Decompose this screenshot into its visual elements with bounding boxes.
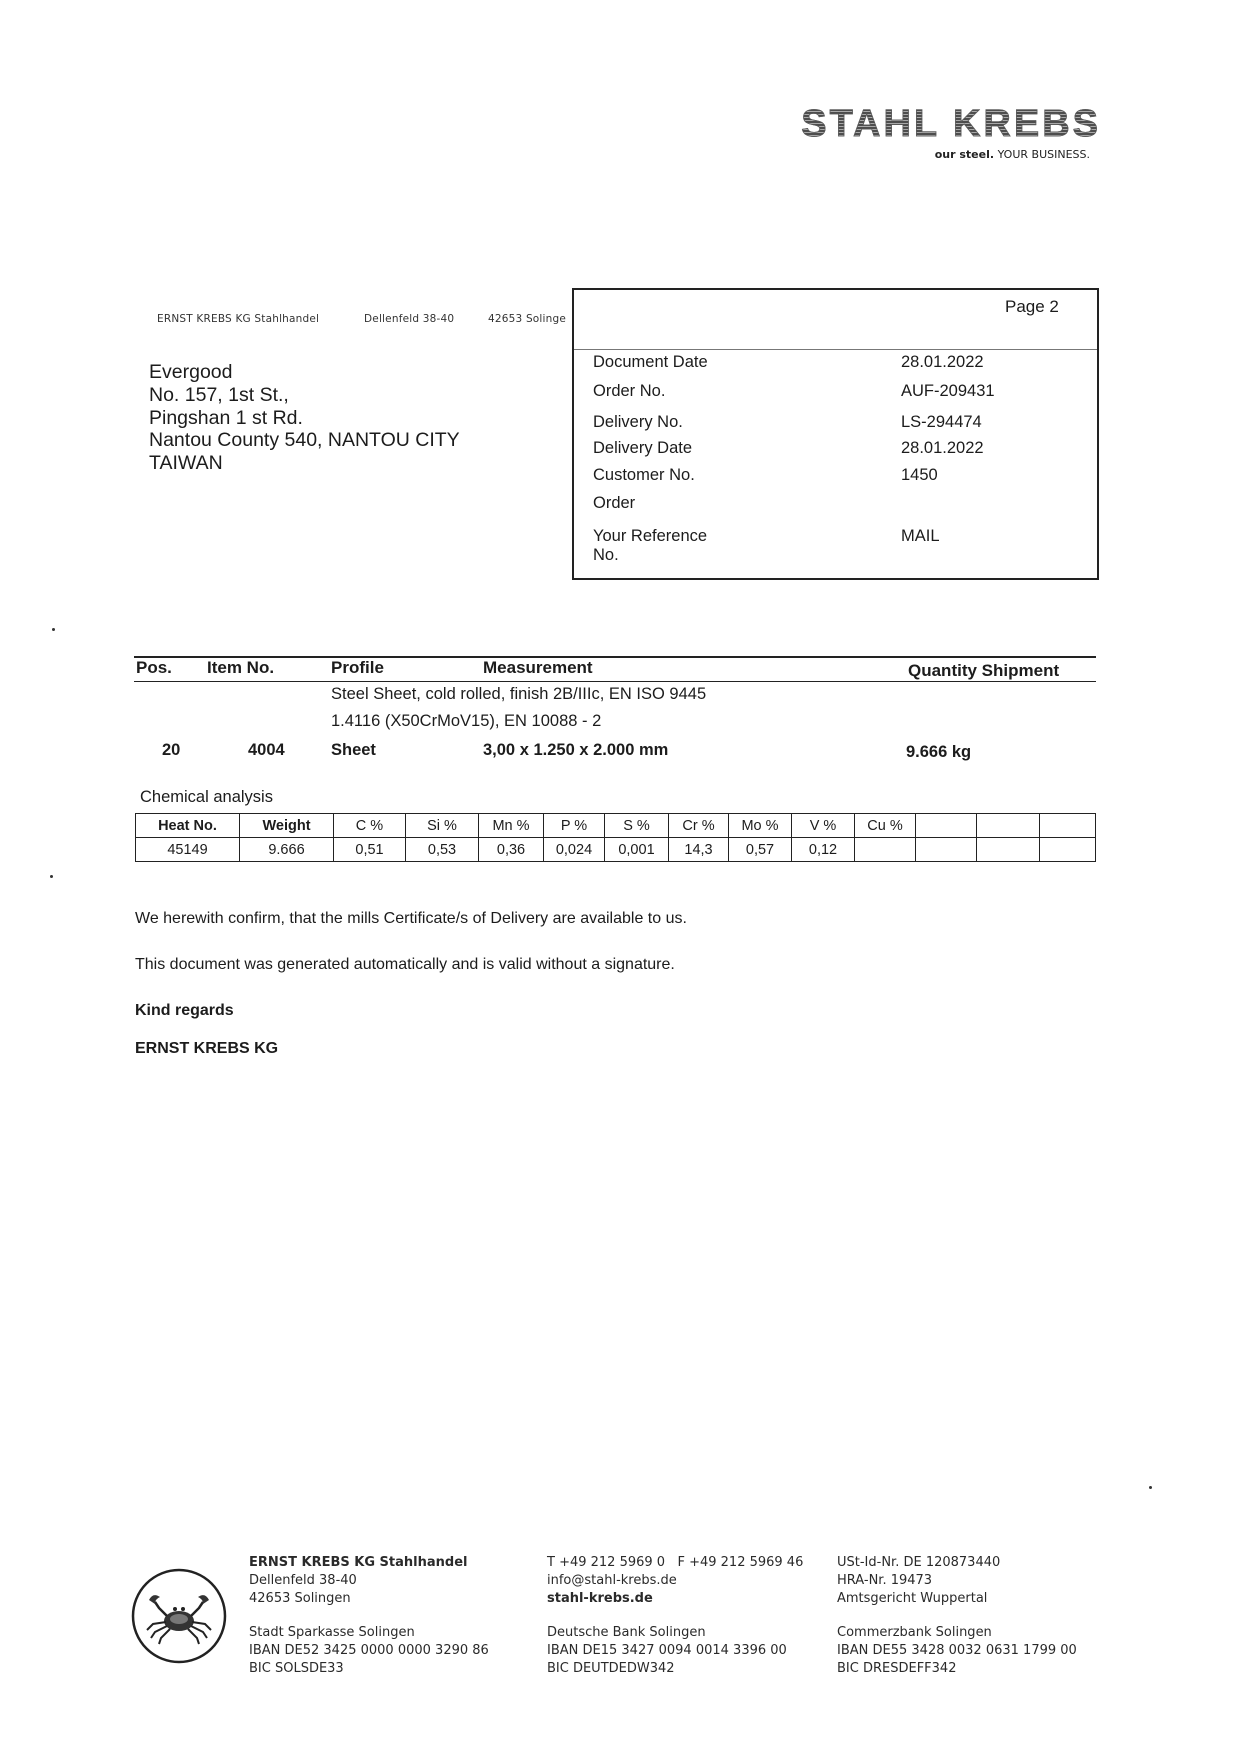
footer-bank-name: Stadt Sparkasse Solingen [249,1625,415,1640]
chem-header-cell: Weight [240,814,334,838]
document-info-box [572,288,1099,580]
footer-company-name: ERNST KREBS KG Stahlhandel [249,1555,468,1570]
chemical-analysis-title: Chemical analysis [140,788,273,806]
info-label-order-no: Order No. [593,382,666,400]
footer-bic: BIC DEUTDEDW342 [547,1661,675,1676]
info-value-delivery-no: LS-294474 [901,413,982,431]
info-value-delivery-date: 28.01.2022 [901,439,984,457]
chem-header-cell: Cu % [855,814,916,838]
info-box-divider [574,349,1097,350]
chem-header-cell [977,814,1040,838]
recipient-line: Evergood [149,361,233,383]
recipient-line: Nantou County 540, NANTOU CITY [149,429,460,452]
recipient-address [149,361,549,475]
items-header-quantity: Quantity Shipment [908,661,1060,680]
closing-text: Kind regards [135,1002,234,1019]
footer-city: 42653 Solingen [249,1591,351,1606]
info-label-your-reference: Your Reference No. [593,527,708,564]
chem-header-cell: Heat No. [136,814,240,838]
footer-column-company [249,1554,489,1678]
chem-header-cell [1040,814,1096,838]
footer-iban: IBAN DE55 3428 0032 0631 1799 00 [837,1643,1077,1658]
footer-bank-name: Commerzbank Solingen [837,1625,992,1640]
chem-cell: 14,3 [669,838,729,862]
sender-street: Dellenfeld 38-40 [364,313,455,325]
chem-header-cell: P % [544,814,605,838]
chem-header-cell: Cr % [669,814,729,838]
info-label-delivery-no: Delivery No. [593,413,683,431]
chem-cell [855,838,916,862]
item-profile: Sheet [331,741,376,759]
info-label-delivery-date: Delivery Date [593,439,693,457]
items-table-header-rule [134,681,1096,682]
signature-text: ERNST KREBS KG [135,1040,279,1057]
page-number: Page 2 [1005,297,1059,316]
chem-cell [977,838,1040,862]
chem-cell: 0,36 [479,838,544,862]
sender-company: ERNST KREBS KG Stahlhandel [157,313,320,325]
chem-cell: 0,53 [406,838,479,862]
info-label-customer-no: Customer No. [593,466,695,484]
chem-header-cell: Mo % [729,814,792,838]
item-pos: 20 [162,741,181,759]
crab-logo-icon [129,1566,229,1666]
chem-header-row [136,814,1096,838]
footer-website: stahl-krebs.de [547,1591,653,1606]
item-number: 4004 [248,741,285,759]
sender-city: 42653 Solinge [488,313,567,325]
recipient-line: Pingshan 1 st Rd. [149,406,303,429]
footer-street: Dellenfeld 38-40 [249,1573,357,1588]
items-header-profile: Profile [331,658,384,677]
recipient-line: TAIWAN [149,452,223,475]
info-value-your-reference: MAIL [901,527,940,545]
footer-iban: IBAN DE15 3427 0094 0014 3396 00 [547,1643,787,1658]
footer-phone-fax: T +49 212 5969 0 F +49 212 5969 46 [547,1555,804,1570]
footer-iban: IBAN DE52 3425 0000 0000 3290 86 [249,1643,489,1658]
chem-header-cell: Mn % [479,814,544,838]
items-header-measurement: Measurement [483,658,593,677]
footer-court: Amtsgericht Wuppertal [837,1591,988,1606]
chem-cell: 0,12 [792,838,855,862]
scan-speck [50,875,53,878]
chem-header-cell: V % [792,814,855,838]
items-header-item-no: Item No. [207,658,275,677]
chem-cell: 0,57 [729,838,792,862]
chem-header-cell [916,814,977,838]
footer-email: info@stahl-krebs.de [547,1573,677,1588]
info-value-order-no: AUF-209431 [901,382,995,400]
footer-bic: BIC SOLSDE33 [249,1661,344,1676]
recipient-line: No. 157, 1st St., [149,383,289,406]
chem-cell [916,838,977,862]
item-description-line: 1.4116 (X50CrMoV15), EN 10088 - 2 [331,712,602,730]
tagline-rest: YOUR BUSINESS. [997,148,1090,161]
chem-cell: 0,024 [544,838,605,862]
item-description-line: Steel Sheet, cold rolled, finish 2B/IIIc, EN ISO 9445 [331,685,707,703]
tagline-bold: our steel. [934,148,995,161]
chemical-analysis-table [135,813,1096,862]
confirmation-text: We herewith confirm, that the mills Certificate/s of Delivery are available to us. [135,910,687,927]
chem-header-cell: Si % [406,814,479,838]
chem-header-cell: S % [605,814,669,838]
company-logo-wordmark: STAHL KREBS [801,103,1101,145]
item-quantity: 9.666 kg [906,743,972,761]
footer-column-contact [547,1554,803,1678]
footer-bic: BIC DRESDEFF342 [837,1661,957,1676]
chem-cell: 0,51 [334,838,406,862]
validity-text: This document was generated automatically and is valid without a signature. [135,956,675,973]
chem-data-row [136,838,1096,862]
logo-tagline [935,148,1090,162]
chem-header-cell: C % [334,814,406,838]
items-table-top-rule [134,656,1096,658]
scan-speck [1149,1486,1152,1489]
chem-cell: 9.666 [240,838,334,862]
scan-speck [52,628,55,631]
footer-column-registration [837,1554,1077,1678]
chem-cell [1040,838,1096,862]
info-label-order: Order [593,494,636,512]
footer-vat-id: USt-Id-Nr. DE 120873440 [837,1555,1001,1570]
footer-bank-name: Deutsche Bank Solingen [547,1625,706,1640]
info-value-customer-no: 1450 [901,466,938,484]
footer-hra: HRA-Nr. 19473 [837,1573,933,1588]
chem-cell: 0,001 [605,838,669,862]
item-measurement: 3,00 x 1.250 x 2.000 mm [483,741,669,759]
items-header-pos: Pos. [136,658,172,677]
info-value-document-date: 28.01.2022 [901,353,984,371]
chem-cell: 45149 [136,838,240,862]
info-label-document-date: Document Date [593,353,708,371]
